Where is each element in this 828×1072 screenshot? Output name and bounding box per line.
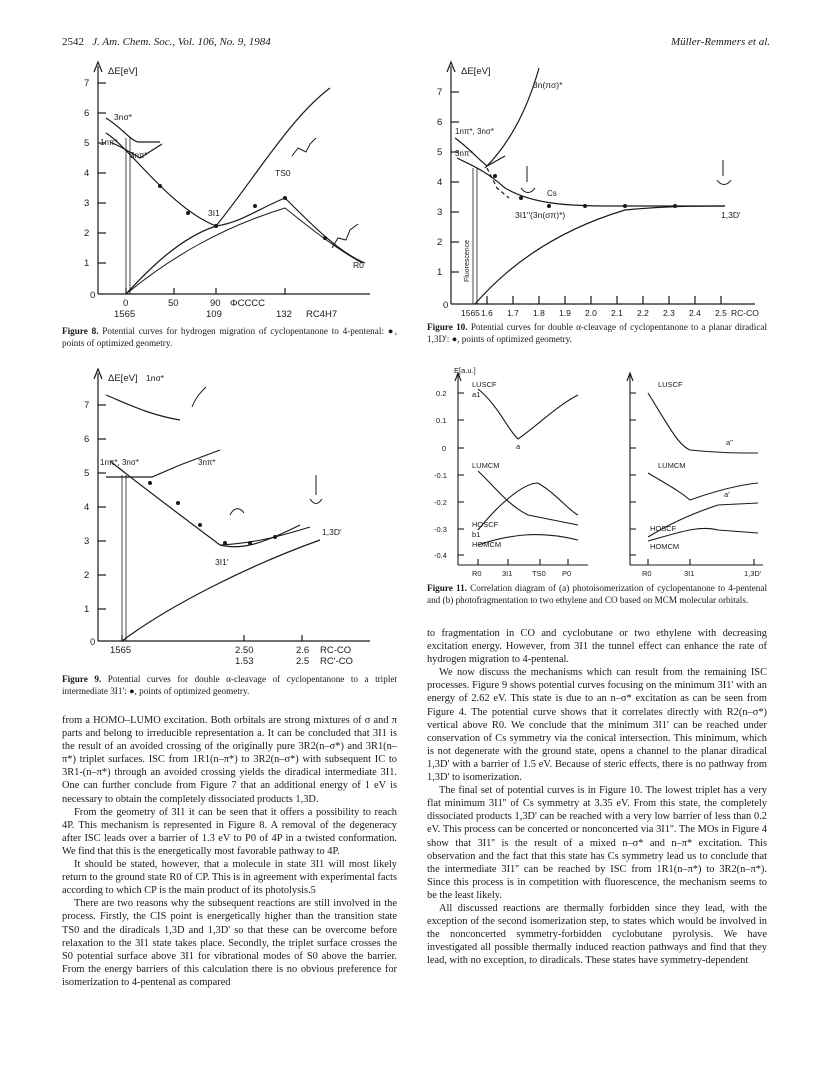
x-tick-label: R0 bbox=[642, 569, 652, 578]
x-tick-label: 2.6 bbox=[296, 645, 310, 656]
caption-label: Figure 11. bbox=[427, 583, 467, 593]
triplet-curve bbox=[457, 158, 725, 206]
caption-text: Potential curves for hydrogen migration of cyclopentanone to 4-pentenal: ●, points of optimized geometry. bbox=[62, 326, 398, 348]
y-tick-label: 0 bbox=[90, 637, 96, 648]
y-tick-label: 7 bbox=[84, 400, 90, 411]
x-tick-label: 3I1 bbox=[684, 569, 695, 578]
y-tick-label: 3 bbox=[84, 536, 90, 547]
x-tick-label: 2.4 bbox=[689, 308, 701, 318]
figure-8-caption bbox=[62, 326, 397, 349]
y-tick-label: 0.2 bbox=[436, 389, 447, 398]
orbital-label: a1 bbox=[472, 390, 481, 399]
x-tick-label: 109 bbox=[206, 309, 222, 320]
caption-label: Figure 10. bbox=[427, 322, 468, 332]
paragraph: All discussed reactions are thermally forbidden since they lead, with the exception of the second isomerization step, to states which would be involved in the nonconcerted symmetry-forbidden cyclobutane pyrolysis. We have investigated all possible thermally induced reaction pathways and find that they lead, with no exception, to diradicals. These states have symmetry-dependent bbox=[427, 902, 767, 967]
y-tick-label: 5 bbox=[84, 468, 90, 479]
lu-scf-a bbox=[478, 389, 578, 439]
x-tick-label: 1565 bbox=[110, 645, 132, 656]
y-tick-label: 1 bbox=[84, 604, 90, 615]
y-tick-label: 6 bbox=[84, 108, 90, 119]
y-tick-label: 1 bbox=[84, 258, 90, 269]
state-label: 3n(πσ)* bbox=[533, 80, 563, 90]
right-column-text bbox=[427, 627, 767, 967]
y-tick-label: 2 bbox=[84, 228, 90, 239]
state-label: Fluorescence bbox=[464, 239, 471, 282]
state-label: 3nπ* bbox=[130, 151, 148, 160]
state-label: R0 bbox=[353, 260, 364, 270]
figure-8-plot bbox=[70, 58, 390, 328]
left-column-text bbox=[62, 714, 397, 989]
state-label: 3nσ* bbox=[114, 112, 133, 122]
paragraph: The final set of potential curves is in Figure 10. The lowest triplet has a very flat minimum 3I1'' of Cs symmetry at 3.35 eV. From this state, the completely dissociated products 1,3D' can be reached with a very low barrier of less than 0.2 eV. This process can be concerted or nonconcerted via 3I1''. The MOs in Figure 4 show that 3I1'' is the result of a mixed n–σ* and n–π* excitation. This observation and the fact that this state has Cs symmetry lead us to conclude that the intermediate 3I1'' can be reached by ISC from 1R1(n–π*) to 3R2(n–π*). Since this process is in competition with fluorescence, the mechanism seems to be the least likely. bbox=[427, 785, 767, 901]
y-axis-label: E[a.u.] bbox=[454, 366, 476, 375]
x-axis-label: RC4H7 bbox=[306, 309, 338, 320]
y-tick-label: 7 bbox=[84, 78, 90, 89]
state-label: 3nπ* bbox=[455, 149, 473, 158]
molecule-sketch bbox=[192, 387, 206, 407]
y-tick-label: -0.3 bbox=[434, 525, 447, 534]
state-label: Cs bbox=[547, 189, 557, 198]
x-tick-label: TS0 bbox=[532, 569, 546, 578]
x-tick-label: 2.5 bbox=[715, 308, 727, 318]
figure-10-caption bbox=[427, 322, 767, 345]
journal-citation: J. Am. Chem. Soc., Vol. 106, No. 9, 1984 bbox=[92, 36, 271, 48]
caption-text: Potential curves for double α-cleavage of cyclopentanone to a planar diradical 1,3D': ●, points of optimized geometry. bbox=[427, 322, 768, 344]
orbital-label: LUMCM bbox=[472, 461, 500, 470]
molecule-sketch bbox=[230, 509, 244, 515]
state-label: TS0 bbox=[275, 168, 291, 178]
x-tick-label: 1565 bbox=[461, 308, 480, 318]
x-axis-label: RC'-CO bbox=[320, 656, 353, 667]
state-label: 3I1 bbox=[208, 208, 220, 218]
figure-11-plot bbox=[428, 365, 773, 580]
y-tick-label: 0 bbox=[90, 290, 96, 301]
figure-10-plot bbox=[425, 58, 765, 323]
state-label: 1nσ* bbox=[146, 373, 165, 383]
state-label: 1nπ* bbox=[100, 138, 118, 147]
x-axis-label: RC-CO bbox=[731, 308, 759, 318]
orbital-label: LUSCF bbox=[658, 380, 683, 389]
figure-11-caption bbox=[427, 583, 767, 606]
y-tick-label: -0.1 bbox=[434, 471, 447, 480]
state-label: 3I1''(3n(σπ)*) bbox=[515, 210, 566, 220]
y-tick-label: -0.2 bbox=[434, 498, 447, 507]
y-tick-label: 5 bbox=[437, 147, 443, 158]
y-tick-label: 4 bbox=[84, 168, 90, 179]
x-tick-label: 90 bbox=[210, 298, 221, 309]
y-tick-label: -0.4 bbox=[434, 551, 447, 560]
y-tick-label: 0.1 bbox=[436, 416, 447, 425]
x-axis-label: ΦCCCC bbox=[230, 298, 266, 309]
x-tick-label: 1.6 bbox=[481, 308, 493, 318]
lu-mcm-b bbox=[648, 473, 758, 500]
y-tick-label: 0 bbox=[443, 300, 449, 311]
x-tick-label: 2.0 bbox=[585, 308, 597, 318]
paragraph: It should be stated, however, that a molecule in state 3I1 will most likely return to the ground state R0 of CP. This is in agreement with experimental facts according to which CP is the main product of its photolysis.5 bbox=[62, 859, 397, 897]
running-header-authors: Müller-Remmers et al. bbox=[670, 36, 770, 48]
x-axis-label: RC-CO bbox=[320, 645, 352, 656]
y-tick-label: 4 bbox=[84, 502, 90, 513]
caption-text: Potential curves for double α-cleavage of cyclopentanone to a triplet intermediate 3I1': ●, points of optimized geometry. bbox=[62, 674, 398, 696]
x-tick-label: 2.3 bbox=[663, 308, 675, 318]
x-tick-label: 0 bbox=[123, 298, 129, 309]
triplet-nsigma-curve bbox=[110, 461, 300, 547]
x-tick-label: 2.50 bbox=[235, 645, 254, 656]
y-tick-label: 2 bbox=[437, 237, 443, 248]
orbital-label: HOSCF bbox=[650, 524, 677, 533]
y-tick-label: 3 bbox=[84, 198, 90, 209]
y-axis-label: ΔE[eV] bbox=[461, 66, 491, 77]
orbital-label: HOSCF bbox=[472, 520, 499, 529]
lu-scf-b bbox=[648, 393, 758, 453]
x-tick-label: 50 bbox=[168, 298, 179, 309]
state-label: 3I1' bbox=[215, 557, 229, 567]
state-label: 1nπ*, 3nσ* bbox=[100, 458, 139, 467]
x-tick-label: 3I1 bbox=[502, 569, 513, 578]
caption-label: Figure 9. bbox=[62, 674, 102, 684]
caption-label: Figure 8. bbox=[62, 326, 99, 336]
running-header-left bbox=[62, 36, 271, 48]
orbital-label: b1 bbox=[472, 530, 481, 539]
y-tick-label: 0 bbox=[442, 444, 447, 453]
y-tick-label: 3 bbox=[437, 207, 443, 218]
x-tick-label: 2.2 bbox=[637, 308, 649, 318]
x-tick-label: P0 bbox=[562, 569, 572, 578]
y-axis-label: ΔE[eV] bbox=[108, 373, 138, 384]
paragraph: to fragmentation in CO and cyclobutane or two ethylene with decreasing excitation energy. However, from 3I1 the tunnel effect can enhance the rate of hydrogen migration to 4-pentenal. bbox=[427, 628, 767, 666]
figure-9-plot bbox=[70, 365, 390, 670]
x-tick-label: 1,3D' bbox=[744, 569, 762, 578]
orbital-label: HOMCM bbox=[650, 542, 680, 551]
x-tick-label: 1565 bbox=[114, 309, 136, 320]
molecule-sketch bbox=[310, 475, 322, 504]
state-label: 1,3D' bbox=[721, 210, 741, 220]
paragraph: There are two reasons why the subsequent reactions are still involved in the process. Firstly, the CIS point is energetically higher than the transition state TS0 and the diradicals 1,3D and 1,3D' so that these can be overcome before relaxation to the 3I1 state takes place. Secondly, the triplet surface crosses the S0 potential surface above 3I1 for vibrational modes of S0 above the barrier. From the energy barriers of this calculation there is no obvious preference for isomerization to 4-pentenal as compared bbox=[62, 898, 397, 988]
molecule-sketch bbox=[332, 224, 358, 248]
n-pi-sigma-curve bbox=[485, 68, 539, 168]
y-tick-label: 1 bbox=[437, 267, 443, 278]
x-tick-label: 1.9 bbox=[559, 308, 571, 318]
ground-path-curve bbox=[126, 198, 365, 294]
figure-9-caption bbox=[62, 674, 397, 697]
x-tick-label: 1.7 bbox=[507, 308, 519, 318]
orbital-label: a'' bbox=[726, 438, 734, 447]
molecule-sketch bbox=[292, 138, 316, 156]
y-tick-label: 7 bbox=[437, 87, 443, 98]
x-tick-label: 132 bbox=[276, 309, 292, 320]
orbital-label: LUMCM bbox=[658, 461, 686, 470]
caption-text: Correlation diagram of (a) photoisomerization of cyclopentanone to 4-pentenal and (b) photofragmentation to two ethylene and CO based on MCM molecular orbitals. bbox=[427, 583, 768, 605]
y-tick-label: 6 bbox=[437, 117, 443, 128]
page-number: 2542 bbox=[62, 36, 84, 48]
y-tick-label: 6 bbox=[84, 434, 90, 445]
orbital-label: a' bbox=[724, 490, 730, 499]
x-tick-label: R0 bbox=[472, 569, 482, 578]
orbital-label: a bbox=[516, 442, 521, 451]
nsigma-singlet-curve bbox=[106, 395, 180, 420]
molecule-sketch bbox=[717, 160, 731, 185]
paragraph: We now discuss the mechanisms which can result from the remaining ISC processes. Figure 9 shows potential curves focusing on the minimum 3I1' with an energy of 2.62 eV. This state is due to an n–σ* excitation as can be seen from Figure 4. The potential curve shows that it correlates directly with R2(n–σ*) vertical above R0. We conclude that the minimum 3I1' can be reached under conservation of Cs symmetry via the conical intersection. This minimum, which is not degenerate with the ground state, opens a channel to the planar diradical 1,3D' with a barrier of 1.5 eV. Because of steric effects, there is no pathway from 1,3D' to isomerization. bbox=[427, 667, 767, 784]
orbital-label: LUSCF bbox=[472, 380, 497, 389]
x-tick-label: 2.1 bbox=[611, 308, 623, 318]
x-tick-label: 2.5 bbox=[296, 656, 310, 667]
dashed-path bbox=[487, 168, 509, 198]
orbital-label: HOMCM bbox=[472, 540, 502, 549]
state-label: 3nπ* bbox=[198, 458, 216, 467]
y-tick-label: 4 bbox=[437, 177, 443, 188]
lu-mcm-a bbox=[478, 471, 578, 525]
x-tick-label: 1.53 bbox=[235, 656, 254, 667]
y-tick-label: 2 bbox=[84, 570, 90, 581]
ground-curve bbox=[475, 206, 725, 304]
ground-curve bbox=[122, 540, 320, 641]
x-tick-label: 1.8 bbox=[533, 308, 545, 318]
state-label: 1nπ*, 3nσ* bbox=[455, 127, 494, 136]
molecule-sketch bbox=[521, 166, 535, 193]
y-tick-label: 5 bbox=[84, 138, 90, 149]
state-label: 1,3D' bbox=[322, 527, 342, 537]
y-axis-label: ΔE[eV] bbox=[108, 66, 138, 77]
paragraph: from a HOMO–LUMO excitation. Both orbitals are strong mixtures of σ and π parts and belong to irreducible representation a. It can be concluded that 3I1 is the result of an avoided crossing of the originally pure 3R2(n–σ*) and 3R1(n–π*) triplet surfaces. ISC from 1R1(n–π*) to 3R2(n–σ*) with subsequent IC to 3R1-(n–π*) through an avoided crossing yields the diradical intermediate 3I1. One can further conclude from Figure 7 that an additional energy of 1 eV is necessary to obtain the completely dissociated products 1,3D. bbox=[62, 715, 397, 805]
paragraph: From the geometry of 3I1 it can be seen that it offers a possibility to reach 4P. This mechanism is represented in Figure 8. A removal of the degeneracy after ISC leads over a barrier of 1.3 eV to P0 of 4P in a twisted conformation. We find that this is the energetically most favorable pathway to 4P. bbox=[62, 806, 397, 857]
